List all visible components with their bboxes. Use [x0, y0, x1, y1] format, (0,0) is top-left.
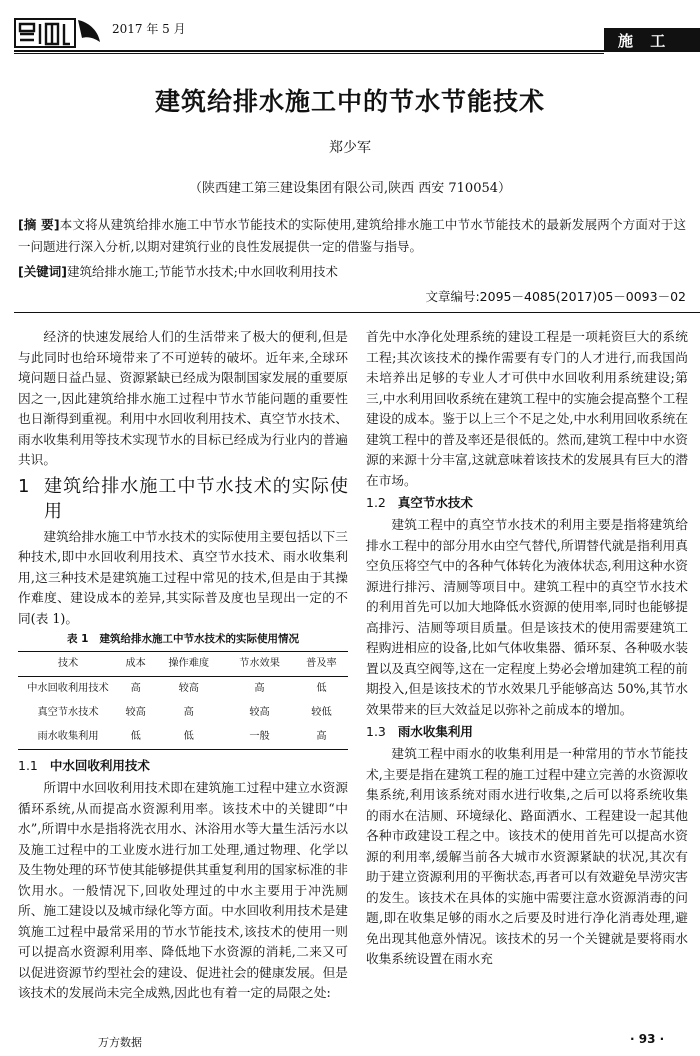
table-1-caption [18, 631, 348, 647]
table-cell: 较高 [178, 682, 199, 694]
table-cell: 高 [316, 730, 327, 742]
section-1-1-heading [18, 756, 348, 776]
right-column [366, 327, 688, 970]
abstract [18, 214, 686, 258]
table-header-cell: 操作难度 [168, 657, 210, 669]
author-affiliation: （陕西建工第三建设集团有限公司,陕西 西安 710054） [188, 181, 512, 196]
section-1-3-heading [366, 722, 688, 742]
article-title: 建筑给排水施工中的节水节能技术 [154, 87, 545, 116]
table-cell: 一般 [249, 730, 270, 742]
table-cell: 低 [316, 682, 327, 694]
section-tab [604, 28, 700, 52]
table-1-title: 建筑给排水施工中节水技术的实际使用情况 [99, 633, 299, 645]
abstract-label: [摘 要] [18, 217, 60, 232]
table-row [18, 677, 348, 702]
table-row [18, 701, 348, 725]
section-1-3-title: 雨水收集利用 [397, 724, 473, 739]
section-1-heading [18, 474, 348, 524]
journal-logo-graphic [14, 16, 106, 50]
table-cell: 高 [254, 682, 265, 694]
page-number: · 93 · [630, 1032, 665, 1046]
table-cell: 较低 [311, 706, 332, 718]
table-cell: 雨水收集利用 [37, 730, 99, 742]
section-1-1-continued: 首先中水净化处理系统的建设工程是一项耗资巨大的系统工程;其次该技术的操作需要有专门的人才进行,而我国尚未培养出足够的专业人才可供中水回收利用系统建设;第三,中水利用回收系统在建筑工程中的实施会提高整个工程建设的成本。鉴于以上三个不足之处,中水利用回收系统在建筑工程中的普及率还是很低的。然而,建筑工程中中水资源的来源十分丰富,这就意味着该技术的发展具有巨大的潜在市场。 [366, 329, 688, 488]
section-1-1-title: 中水回收利用技术 [49, 758, 150, 773]
header-rule [14, 50, 700, 52]
table-cell: 低 [183, 730, 194, 742]
table-header-cell: 节水效果 [239, 657, 280, 669]
section-1-2-paragraph: 建筑工程中的真空节水技术的利用主要是指将建筑给排水工程中的部分用水由空气替代,所谓替代就是指利用真空负压将空气中的各种气体转化为液体状态,利用这种水资源进行排污、清厕等项目中。建筑工程中的真空节水技术的利用首先可以加大地降低水资源的使用率,同时也能够提高排污、洁厕等项目质量。但是该技术的使用需要建筑工程购进相应的设备,比如气体收集器、循环泵、各种吸水装置以及真空阀等,这在一定程度上势必会增加建筑工程的前期投入,但是该技术的节水效果几乎能够高达 50%,其节水效果带来的巨大效益足以弥补之前成本的增加。 [366, 517, 688, 717]
divider [14, 312, 700, 313]
article-author: 郑少军 [329, 140, 371, 156]
table-cell: 高 [130, 682, 141, 694]
watermark: 万方数据 [98, 1036, 142, 1049]
section-1-title: 建筑给排水施工中节水技术的实际使用 [44, 475, 348, 522]
keywords-label: [关键词] [18, 264, 67, 279]
keywords-text: 建筑给排水施工;节能节水技术;中水回收利用技术 [66, 264, 338, 279]
table-header-cell: 成本 [125, 657, 146, 669]
keywords [18, 262, 686, 282]
article-number: 文章编号:2095－4085(2017)05－0093－02 [425, 289, 686, 304]
section-1-2-number: 1.2 [366, 495, 386, 510]
table-cell: 较高 [249, 706, 270, 718]
section-1-1-number: 1.1 [18, 758, 38, 773]
section-1-number: 1 [18, 475, 30, 497]
table-row [18, 725, 348, 750]
issue-date: 2017 年 5 月 [112, 22, 186, 36]
table-header-cell: 普及率 [306, 657, 337, 669]
left-column [18, 327, 348, 1004]
section-1-1-paragraph: 所谓中水回收利用技术即在建筑施工过程中建立水资源循环系统,从而提高水资源利用率。该技术中的关键即“中水”,所谓中水是指将洗衣用水、沐浴用水等大量生活污水以及施工过程中的工业废水进行加工处理,通过物理、化学以及生物处理的环节使其能够提供其重复利用的国家标准的非饮用水。一般情况下,回收处理过的中水主要用于冲洗厕所、施工建设以及城市绿化等方面。中水回收利用技术是建筑施工过程中最常采用的节水节能技术,该技术的使用一则可以提高水资源利用率、降低地下水资源的消耗,二来又可以促进资源节约型社会的建设、促进社会的健康发展。但是该技术的发展尚未完全成熟,因此也有着一定的局限之处: [18, 780, 348, 1000]
section-1-3-number: 1.3 [366, 724, 386, 739]
table-header-cell: 技术 [57, 657, 79, 669]
table-cell: 中水回收利用技术 [27, 682, 109, 694]
section-label: 施 工 [618, 32, 672, 50]
table-cell: 真空节水技术 [37, 706, 99, 718]
section-1-2-heading [366, 493, 688, 513]
table-header-row [18, 652, 348, 677]
section-1-paragraph: 建筑给排水施工中节水技术的实际使用主要包括以下三种技术,即中水回收利用技术、真空节水技术、雨水收集利用,这三种技术是建筑施工过程中常见的技术,但是由于其操作难度、建设成本的差异,其实际普及度也呈现出一定的不同(表 1)。 [18, 528, 348, 626]
abstract-text: 本文将从建筑给排水施工中节水节能技术的实际使用,建筑给排水施工中节水节能技术的最新发展两个方面对于这一问题进行深入分析,以期对建筑行业的良性发展提供一定的借鉴与指导。 [18, 217, 686, 254]
intro-paragraph: 经济的快速发展给人们的生活带来了极大的便利,但是与此同时也给环境带来了不可逆转的破坏。近年来,全球环境问题日益凸显、资源紧缺已经成为限制国家发展的重要原因之一,因此建筑给排水施工过程中节水节能问题的重要性也日渐得到重视。利用中水回收利用技术、真空节水技术、雨水收集利用等技术实现节水的目标已经成为行业内的普遍共识。 [18, 329, 348, 467]
section-1-3-paragraph: 建筑工程中雨水的收集利用是一种常用的节水节能技术,主要是指在建筑工程的施工过程中建立完善的水资源收集系统,利用该系统对雨水进行收集,之后可以将系统收集的雨水在洁厕、环境绿化、路面洒水、工程建设一起其他各种市政建设工程之中。该技术的使用首先可以提高水资源的利用率,缓解当前各大城市水资源紧缺的状况,其次有助于建立资源利用的平衡状态,再者可以有效避免旱涝灾害的发生。该技术在具体的实施中需要注意水资源消毒的问题,即在收集足够的雨水之后要及时进行净化消毒处理,避免出现其他意外情况。该技术的另一个关键就是要将雨水收集系统设置在雨水充 [366, 746, 688, 966]
table-cell: 高 [183, 706, 194, 718]
table-cell: 较高 [125, 706, 146, 718]
section-1-2-title: 真空节水技术 [397, 495, 473, 510]
journal-logo [14, 16, 106, 50]
table-cell: 低 [130, 730, 141, 742]
table-1-number: 表 1 [67, 633, 89, 645]
table-1 [18, 651, 348, 750]
header-rule-thin [14, 53, 604, 54]
